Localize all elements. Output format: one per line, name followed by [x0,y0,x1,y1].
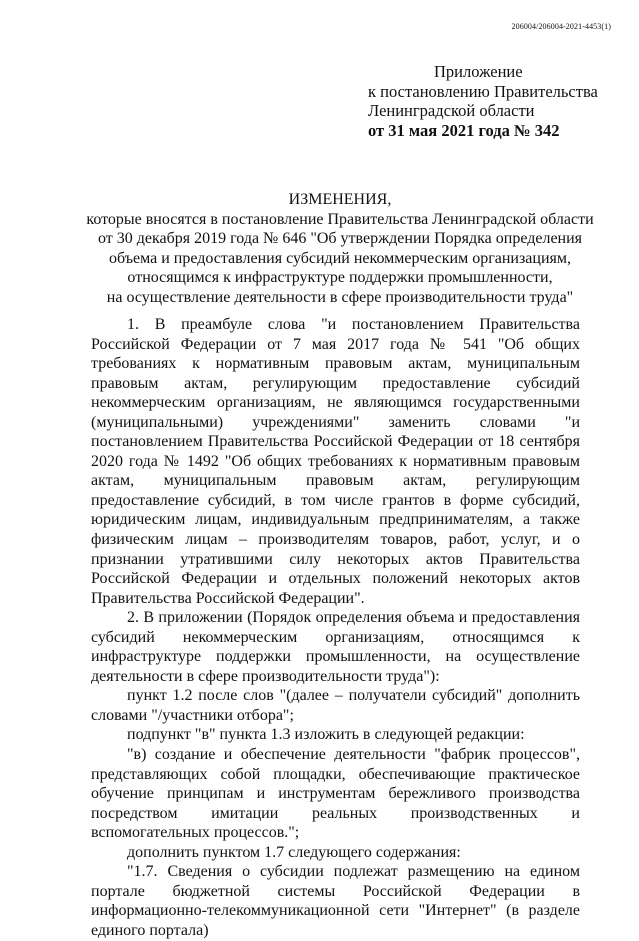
paragraph-point-1-2: пункт 1.2 после слов "(далее – получатели субсидий" дополнить словами "/участники отбора"; [91,687,580,724]
title-heading: ИЗМЕНЕНИЯ, [288,191,392,208]
title-line: на осуществление деятельности в сфере производительности труда" [106,288,574,306]
paragraph-subpoint-v-text: "в) создание и обеспечение деятельности "фабрик процессов", представляющих собой площадки, обеспечивающие практическое обучение принципам и инструментам бережливого производства посредством имитации реальных производственных и вспомогательных процессов."; [91,746,580,842]
paragraph-1-preamble: 1. В преамбуле слова "и постановлением Правительства Российской Федерации от 7 мая 2017 года № 541 "Об общих требованиях к нормативным правовым актам, муниципальным правовым актам, регулирующим предоставление субсидий некоммерческим организациям, не являющимся государственными (муниципальными) учреждениями" заменить словами "и постановлением Правительства Российской Федерации от 18 сентября 2020 года № 1492 "Об общих требованиях к нормативным правовым актам, муниципальным правовым актам, регулирующим предоставление субсидий, в том числе грантов в форме субсидий, юридическим лицам, индивидуальным предпринимателям, а также физическим лицам – производителям товаров, работ, услуг, и о признании утратившими силу некоторых актов Правительства Российской Федерации и отдельных положений некоторых актов Правительства Российской Федерации". [91,316,580,607]
document-body [91,315,580,941]
paragraph-add-point-1-7: дополнить пунктом 1.7 следующего содержания: [127,843,461,861]
title-line: объема и предоставления субсидий некоммерческим организациям, [108,249,572,267]
approval-line-appendix: Приложение [434,62,523,81]
title-line: от 30 декабря 2019 года № 646 "Об утверждении Порядка определения [97,230,583,248]
approval-line-resolution: к постановлению Правительства [368,81,598,101]
approval-line-date: от 31 мая 2021 года № 342 [368,120,560,140]
document-id: 206004/206004-2021-4453(1) [511,22,611,31]
paragraph-subpoint-v: подпункт "в" пункта 1.3 изложить в следующей редакции: [127,726,525,744]
approval-block [368,62,618,140]
title-line: относящимся к инфраструктуре поддержки промышленности, [127,269,553,287]
paragraph-2-appendix: 2. В приложении (Порядок определения объема и предоставления субсидий некоммерческим организациям, относящимся к инфраструктуре поддержки промышленности, на осуществление деятельности в сфере производительности труда"): [91,609,580,685]
paragraph-point-1-7-text: "1.7. Сведения о субсидии подлежат размещению на едином портале бюджетной системы Российской Федерации в информационно-телекоммуникационной сети "Интернет" (в разделе единого портала) [91,863,580,939]
title-line: которые вносятся в постановление Правительства Ленинградской области [86,210,594,228]
approval-line-region: Ленинградской области [368,101,535,120]
document-title [70,190,610,308]
